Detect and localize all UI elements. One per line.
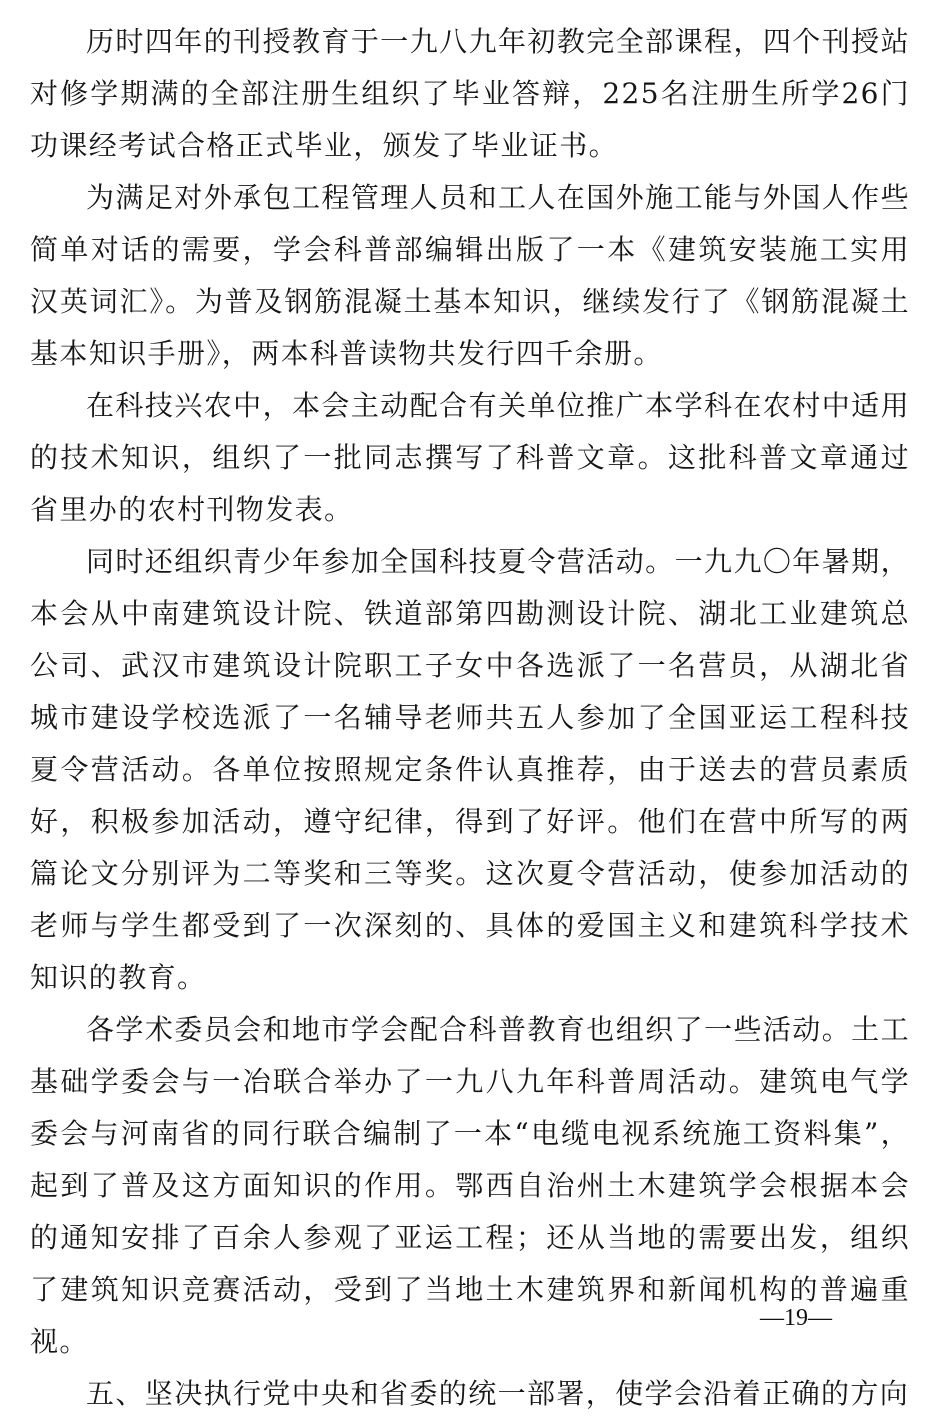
paragraph-rural-science-articles: 在科技兴农中，本会主动配合有关单位推广本学科在农村中适用的技术知识，组织了一批同志撰写了科普文章。这批科普文章通过省里办的农村刊物发表。 — [30, 389, 910, 526]
paragraph-correspondence-education: 历时四年的刊授教育于一九八九年初教完全部课程，四个刊授站对修学期满的全部注册生组织了毕业答辩，225名注册生所学26门功课经考试合格正式毕业，颁发了毕业证书。 — [30, 25, 910, 162]
page-number: —19— — [760, 1305, 832, 1331]
paragraph-popular-science-publications: 为满足对外承包工程管理人员和工人在国外施工能与外国人作些简单对话的需要，学会科普部编辑出版了一本《建筑安装施工实用汉英词汇》。为普及钢筋混凝土基本知识，继续发行了《钢筋混凝土基本知识手册》，两本科普读物共发行四千余册。 — [30, 181, 910, 370]
body-text — [30, 16, 910, 1420]
paragraph-committee-activities: 各学术委员会和地市学会配合科普教育也组织了一些活动。土工基础学委会与一冶联合举办了一九八九年科普周活动。建筑电气学委会与河南省的同行联合编制了一本“电缆电视系统施工资料集”，起到了普及这方面知识的作用。鄂西自治州土木建筑学会根据本会的通知安排了百余人参观了亚运工程；还从当地的需要出发，组织了建筑知识竞赛活动，受到了当地土木建筑界和新闻机构的普遍重视。 — [30, 1013, 910, 1358]
paragraph-summer-camp: 同时还组织青少年参加全国科技夏令营活动。一九九〇年暑期，本会从中南建筑设计院、铁道部第四勘测设计院、湖北工业建筑总公司、武汉市建筑设计院职工子女中各选派了一名营员，从湖北省城市建设学校选派了一名辅导老师共五人参加了全国亚运工程科技夏令营活动。各单位按照规定条件认真推荐，由于送去的营员素质好，积极参加活动，遵守纪律，得到了好评。他们在营中所写的两篇论文分别评为二等奖和三等奖。这次夏令营活动，使参加活动的老师与学生都受到了一次深刻的、具体的爱国主义和建筑科学技术知识的教育。 — [30, 545, 910, 994]
paragraph-section-five-heading: 五、坚决执行党中央和省委的统一部署，使学会沿着正确的方向 — [86, 1377, 910, 1410]
